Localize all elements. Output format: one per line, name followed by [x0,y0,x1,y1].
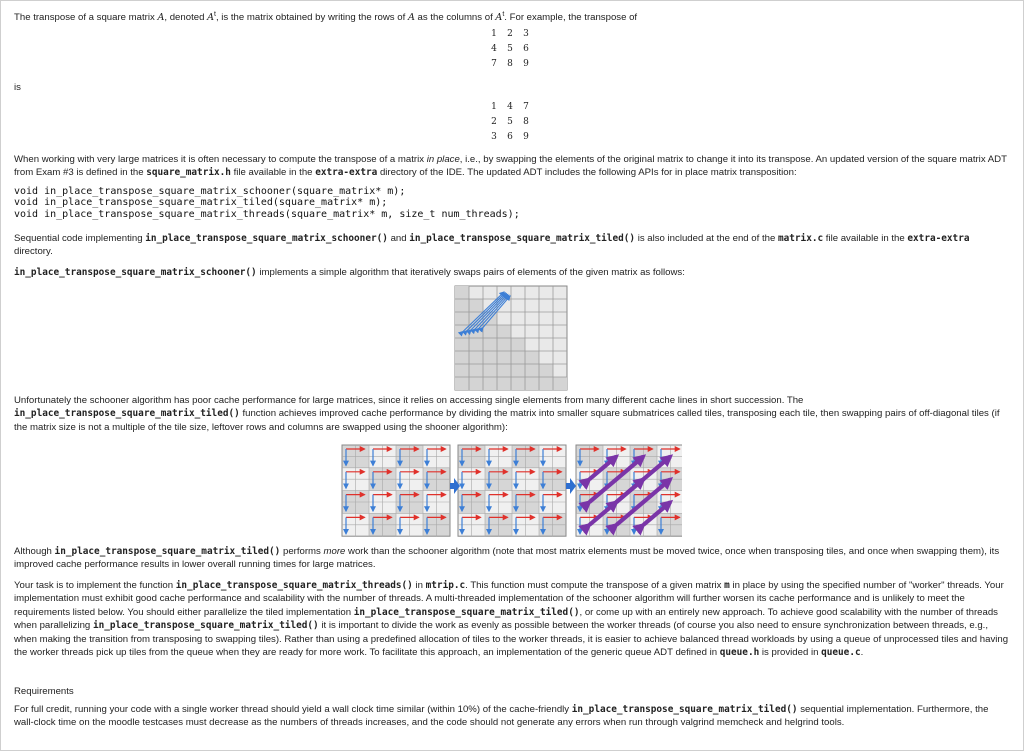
grid-cell [369,525,383,536]
grid-cell [472,468,486,479]
matrix-a-transpose [486,100,534,145]
grid-cell [342,445,356,456]
grid-cell [539,364,553,377]
grid-cell [396,502,410,513]
grid-cell [458,479,472,490]
matrix-cell: 3 [491,132,497,142]
grid-cell [458,445,472,456]
grid-cell [630,513,644,524]
grid-cell [512,445,526,456]
grid-cell [671,468,683,479]
grid-cell [657,513,671,524]
grid-cell [483,338,497,351]
sequential-paragraph: Sequential code implementing in_place_transpose_square_matrix_schooner() and in_place_transpose_square_matrix_tiled() is also included at the end of the matrix.c file available in the extra-extra directory. [14,233,970,258]
grid-cell [526,502,540,513]
tile-grid [342,445,450,536]
grid-cell [526,479,540,490]
grid-cell [396,445,410,456]
grid-cell [657,525,671,536]
matrix-cell: 6 [507,132,513,142]
grid-cell [525,377,539,390]
grid-cell [369,513,383,524]
grid-cell [485,525,499,536]
grid-cell [469,377,483,390]
grid-cell [410,479,424,490]
grid-cell [437,479,451,490]
grid-cell [553,491,567,502]
grid-cell [485,491,499,502]
grid-cell [396,479,410,490]
grid-cell [342,468,356,479]
grid-cell [423,479,437,490]
grid-cell [356,502,370,513]
grid-cell [539,456,553,467]
grid-cell [553,479,567,490]
grid-cell [526,513,540,524]
grid-cell [499,502,513,513]
api-code-block [14,186,520,220]
matrix-row [486,27,534,42]
grid-cell [526,468,540,479]
tile-grid [458,445,566,536]
grid-cell [671,445,683,456]
schooner-paragraph: in_place_transpose_square_matrix_schooner() implements a simple algorithm that iteratively swaps pairs of elements of the given matrix as follows: [14,267,685,278]
grid-cell [469,338,483,351]
grid-cell [539,479,553,490]
grid-cell [458,468,472,479]
grid-cell [512,525,526,536]
grid-cell [423,513,437,524]
grid-cell [455,377,469,390]
grid-cell [499,468,513,479]
grid-cell [590,445,604,456]
grid-cell [499,525,513,536]
grid-cell [342,502,356,513]
grid-cell [630,468,644,479]
grid-cell [671,502,683,513]
matrix-cell: 8 [523,117,529,127]
grid-cell [576,525,590,536]
grid-cell [539,513,553,524]
requirements-paragraph: For full credit, running your code with a single worker thread should yield a wall clock time similar (within 10%) of the cache-friendly in_place_transpose_square_matrix_tiled() sequential implementation. Furthermore, the wall-clock time on the moodle testcases must decrease as the numbers of threads increases, and the code should not generate any errors when run through valgrind memcheck and helgrind tools. [14,704,989,729]
although-paragraph: Although in_place_transpose_square_matrix_tiled() performs more work than the schooner algorithm (note that most matrix elements must be moved twice, once when transposing tiles, and once when swapping them), its improved cache performance results in lower overall running times for large matrices. [14,546,1000,571]
grid-cell [617,456,631,467]
grid-cell [499,491,513,502]
grid-cell [469,364,483,377]
grid-cell [410,525,424,536]
grid-cell [671,513,683,524]
grid-cell [383,468,397,479]
grid-cell [497,351,511,364]
matrix-row [486,100,534,115]
grid-cell [576,513,590,524]
grid-cell [383,445,397,456]
grid-cell [369,502,383,513]
grid-cell [455,351,469,364]
grid-cell [539,377,553,390]
grid-cell [485,479,499,490]
grid-cell [458,491,472,502]
grid-cell [553,468,567,479]
grid-cell [590,456,604,467]
grid-cell [576,502,590,513]
grid-cell [630,525,644,536]
step-arrow [566,478,576,494]
matrix-cell: 3 [523,29,529,39]
grid-cell [423,525,437,536]
matrix-cell: 1 [491,102,497,112]
grid-cell [410,513,424,524]
grid-cell [437,502,451,513]
code-line: void in_place_transpose_square_matrix_tiled(square_matrix* m); [14,197,388,209]
grid-cell [576,491,590,502]
grid-cell [657,491,671,502]
grid-cell [576,479,590,490]
grid-cell [553,513,567,524]
grid-cell [497,377,511,390]
matrix-cell: 7 [523,102,529,112]
matrix-cell: 5 [507,44,513,54]
grid-cell [553,456,567,467]
grid-cell [383,456,397,467]
grid-cell [410,445,424,456]
grid-cell [483,325,497,338]
grid-cell [383,513,397,524]
schooner-diagram [454,285,568,391]
code-line: void in_place_transpose_square_matrix_threads(square_matrix* m, size_t num_threads); [14,208,520,220]
grid-cell [512,491,526,502]
grid-cell [539,468,553,479]
matrix-row [486,130,534,145]
grid-cell [590,479,604,490]
grid-cell [455,325,469,338]
grid-cell [410,468,424,479]
grid-cell [410,456,424,467]
grid-cell [410,502,424,513]
grid-cell [671,479,683,490]
inplace-paragraph: When working with very large matrices it is often necessary to compute the transpose of a matrix in place, i.e., by swapping the elements of the original matrix to change it into its transpose. An updated version of the square matrix ADT from Exam #3 is defined in the square_matrix.h file available in the extra-extra directory of the IDE. The updated ADT includes the following APIs for in place matrix transposition: [14,154,1007,179]
grid-cell [512,468,526,479]
grid-cell [455,338,469,351]
grid-cell [525,364,539,377]
matrix-cell: 4 [507,102,513,112]
grid-cell [423,502,437,513]
grid-cell [483,351,497,364]
grid-cell [369,479,383,490]
grid-cell [437,468,451,479]
grid-cell [356,468,370,479]
tile-grid [576,445,682,536]
grid-cell [369,491,383,502]
grid-cell [423,468,437,479]
grid-cell [671,456,683,467]
grid-cell [455,286,469,299]
grid-cell [499,513,513,524]
tiled-paragraph: Unfortunately the schooner algorithm has poor cache performance for large matrices, since it relies on accessing single elements from many different cache lines in short succession. The in_place_transpose_square_matrix_tiled() function achieves improved cache performance by dividing the matrix into smaller square submatrices called tiles, transposing each tile, then swapping pairs of off-diagonal tiles (if the matrix size is not a multiple of the tile size, leftover rows and columns are swapped using the shooner algorithm): [14,395,1000,433]
matrix-row [486,115,534,130]
grid-cell [617,445,631,456]
grid-cell [410,491,424,502]
matrix-row [486,57,534,72]
grid-cell [603,468,617,479]
matrix-cell: 9 [523,132,529,142]
grid-cell [644,445,658,456]
grid-cell [539,502,553,513]
grid-cell [472,456,486,467]
grid-cell [603,491,617,502]
grid-cell [356,525,370,536]
grid-cell [356,491,370,502]
grid-cell [356,445,370,456]
grid-cell [485,468,499,479]
grid-cell [369,445,383,456]
grid-cell [671,491,683,502]
grid-cell [512,456,526,467]
grid-cell [437,525,451,536]
matrix-cell: 7 [491,59,497,69]
grid-cell [342,525,356,536]
grid-cell [369,468,383,479]
grid-cell [356,456,370,467]
grid-cell [485,445,499,456]
task-paragraph: Your task is to implement the function in_place_transpose_square_matrix_threads() in mtrip.c. This function must compute the transpose of a given matrix m in place by using the specified number of "worker" threads. Your implementation must exhibit good cache performance and scalability with the number of threads. A multi-threaded implementation of the schooner algorithm will further worsen its cache performance and is unlikely to meet the requirements listed below. You should either parallelize the tiled implementation in_place_transpose_square_matrix_tiled(), or come up with an entirely new approach. To achieve good scalability with the number of threads when parallelizing in_place_transpose_square_matrix_tiled() it is important to divide the work as evenly as possible between the worker threads (of course you also need to ensure synchronization between threads, e.g., when making the transition from transposing to swapping tiles). Rather than using a predefined allocation of tiles to the worker threads, it is easier to achieve balanced thread workloads by using a queue of unprocessed tiles and having the worker threads pick up tiles from the queue when they are ready for more work. To facilitate this approach, an implementation of the generic queue ADT defined in queue.h is provided in queue.c. [14,580,1009,659]
grid-cell [483,377,497,390]
matrix-cell: 9 [523,59,529,69]
grid-cell [576,468,590,479]
matrix-cell: 1 [491,29,497,39]
requirements-heading: Requirements [14,686,74,697]
grid-cell [485,513,499,524]
grid-cell [497,364,511,377]
grid-cell [437,445,451,456]
grid-cell [455,312,469,325]
grid-cell [469,299,483,312]
grid-cell [644,479,658,490]
grid-cell [511,377,525,390]
grid-cell [437,491,451,502]
grid-cell [539,445,553,456]
matrix-cell: 8 [507,59,513,69]
grid-cell [657,445,671,456]
grid-cell [423,456,437,467]
grid-cell [437,513,451,524]
matrix-row [486,42,534,57]
grid-cell [499,445,513,456]
grid-cell [469,351,483,364]
grid-cell [617,525,631,536]
grid-cell [472,513,486,524]
grid-cell [472,491,486,502]
grid-cell [644,456,658,467]
grid-cell [644,502,658,513]
grid-cell [511,351,525,364]
grid-cell [657,468,671,479]
grid-cell [590,502,604,513]
grid-cell [342,479,356,490]
grid-cell [472,479,486,490]
grid-cell [423,491,437,502]
grid-cell [617,479,631,490]
grid-cell [437,456,451,467]
grid-cell [576,445,590,456]
matrix-cell: 6 [523,44,529,54]
grid-cell [383,502,397,513]
grid-cell [553,377,567,390]
grid-cell [383,479,397,490]
grid-cell [396,513,410,524]
grid-cell [630,491,644,502]
grid-cell [458,456,472,467]
grid-cell [576,456,590,467]
grid-cell [455,299,469,312]
grid-cell [553,525,567,536]
grid-cell [511,364,525,377]
grid-cell [553,502,567,513]
intro-paragraph: The transpose of a square matrix A, denoted $A^t$, is the matrix obtained by writing the rows of A as the columns of $A^t$. For example, the transpose of [14,11,638,24]
is-label: is [14,82,21,93]
grid-cell [603,445,617,456]
grid-cell [499,456,513,467]
grid-cell [630,445,644,456]
grid-cell [369,456,383,467]
grid-cell [396,468,410,479]
code-line: void in_place_transpose_square_matrix_schooner(square_matrix* m); [14,186,406,197]
grid-cell [603,525,617,536]
grid-cell [342,456,356,467]
grid-cell [485,502,499,513]
grid-cell [644,525,658,536]
grid-cell [383,491,397,502]
grid-cell [553,445,567,456]
matrix-cell: 2 [507,29,513,39]
grid-cell [512,502,526,513]
grid-cell [356,513,370,524]
grid-cell [539,491,553,502]
grid-cell [617,502,631,513]
grid-cell [483,364,497,377]
grid-cell [526,491,540,502]
grid-cell [497,338,511,351]
matrix-cell: 2 [491,117,497,127]
grid-cell [497,325,511,338]
grid-cell [396,491,410,502]
grid-cell [539,525,553,536]
grid-cell [603,513,617,524]
grid-cell [383,525,397,536]
grid-cell [396,456,410,467]
tiled-diagram [340,443,682,537]
grid-cell [512,479,526,490]
grid-cell [671,525,683,536]
grid-cell [525,351,539,364]
grid-cell [396,525,410,536]
grid-cell [472,525,486,536]
grid-cell [590,525,604,536]
grid-cell [526,456,540,467]
grid-cell [511,338,525,351]
grid-cell [356,479,370,490]
grid-cell [526,445,540,456]
grid-cell [458,513,472,524]
grid-cell [455,364,469,377]
grid-cell [485,456,499,467]
grid-cell [458,502,472,513]
grid-cell [458,525,472,536]
grid-cell [526,525,540,536]
grid-cell [472,445,486,456]
grid-cell [472,502,486,513]
matrix-cell: 4 [491,44,497,54]
grid-cell [512,513,526,524]
grid-cell [342,491,356,502]
matrix-cell: 5 [507,117,513,127]
grid-cell [342,513,356,524]
grid-cell [499,479,513,490]
matrix-a [486,27,534,72]
grid-cell [423,445,437,456]
